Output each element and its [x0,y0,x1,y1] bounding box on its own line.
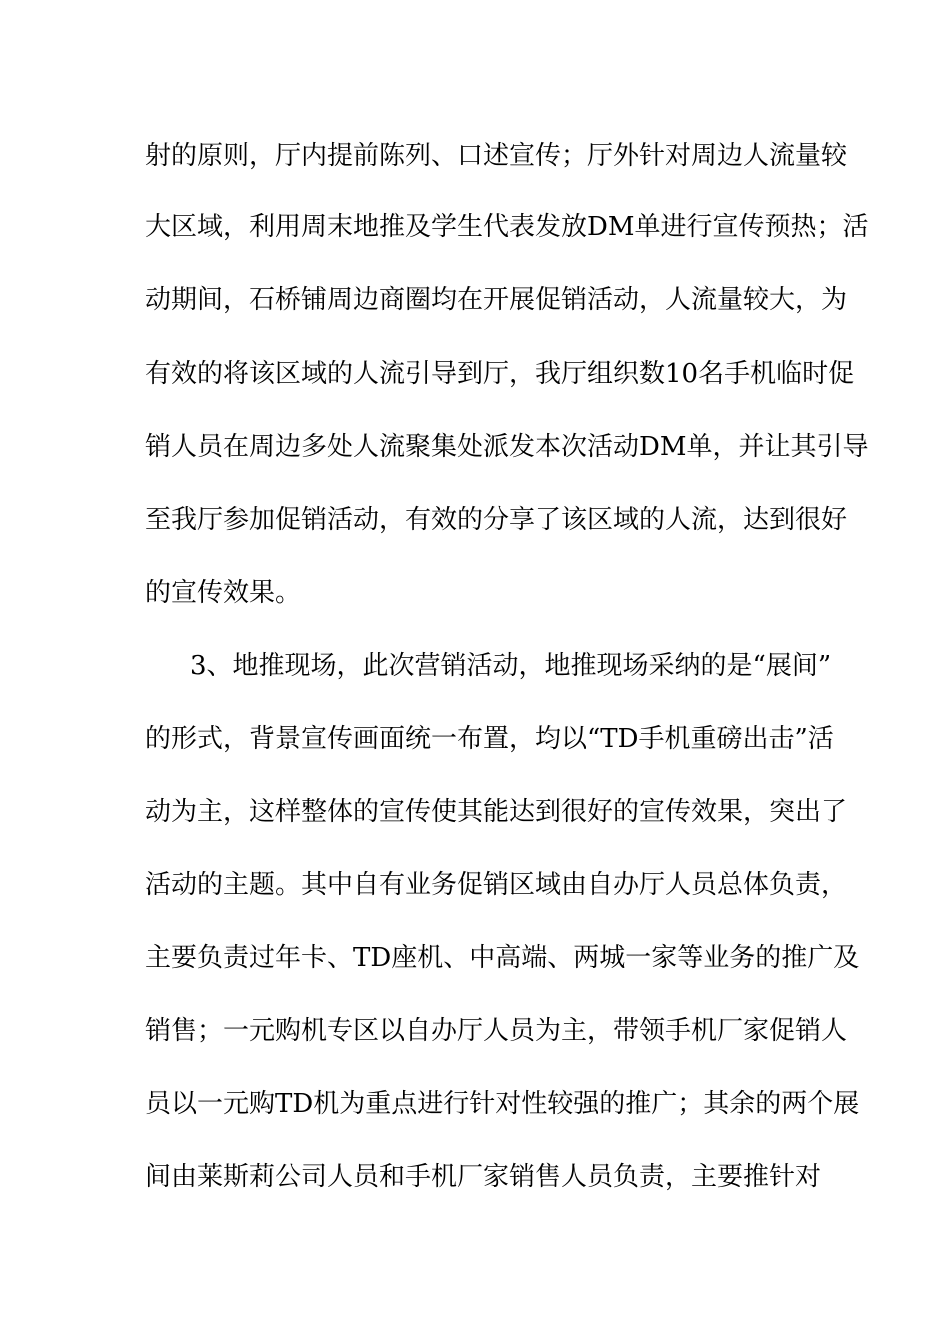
text-line-10: 动为主，这样整体的宣传使其能达到很好的宣传效果，突出了 [145,797,848,827]
text-line-6: 至我厅参加促销活动，有效的分享了该区域的人流，达到很好 [145,505,848,535]
text-line-15: 间由莱斯莉公司人员和手机厂家销售人员负责，主要推针对 [145,1162,822,1192]
text-line-7: 的宣传效果。 [145,578,302,608]
text-line-5: 销人员在周边多处人流聚集处派发本次活动DM单，并让其引导 [145,432,869,462]
text-line-14: 员以一元购TD机为重点进行针对性较强的推广；其余的两个展 [145,1089,860,1119]
text-line-3: 动期间，石桥铺周边商圈均在开展促销活动，人流量较大，为 [145,285,848,315]
text-line-12: 主要负责过年卡、TD座机、中高端、两城一家等业务的推广及 [145,943,860,973]
text-line-1: 射的原则，厅内提前陈列、口述宣传；厅外针对周边人流量较 [145,141,848,171]
text-line-9: 的形式，背景宣传画面统一布置，均以“TD手机重磅出击”活 [145,724,834,754]
text-line-8: 3、地推现场，此次营销活动，地推现场采纳的是“展间” [190,651,832,681]
text-line-4: 有效的将该区域的人流引导到厅，我厅组织数10名手机临时促 [145,359,855,389]
text-line-2: 大区域，利用周末地推及学生代表发放DM单进行宣传预热；活 [145,212,869,242]
text-line-11: 活动的主题。其中自有业务促销区域由自办厅人员总体负责， [145,870,848,900]
text-line-13: 销售；一元购机专区以自办厅人员为主，带领手机厂家促销人 [145,1016,848,1046]
